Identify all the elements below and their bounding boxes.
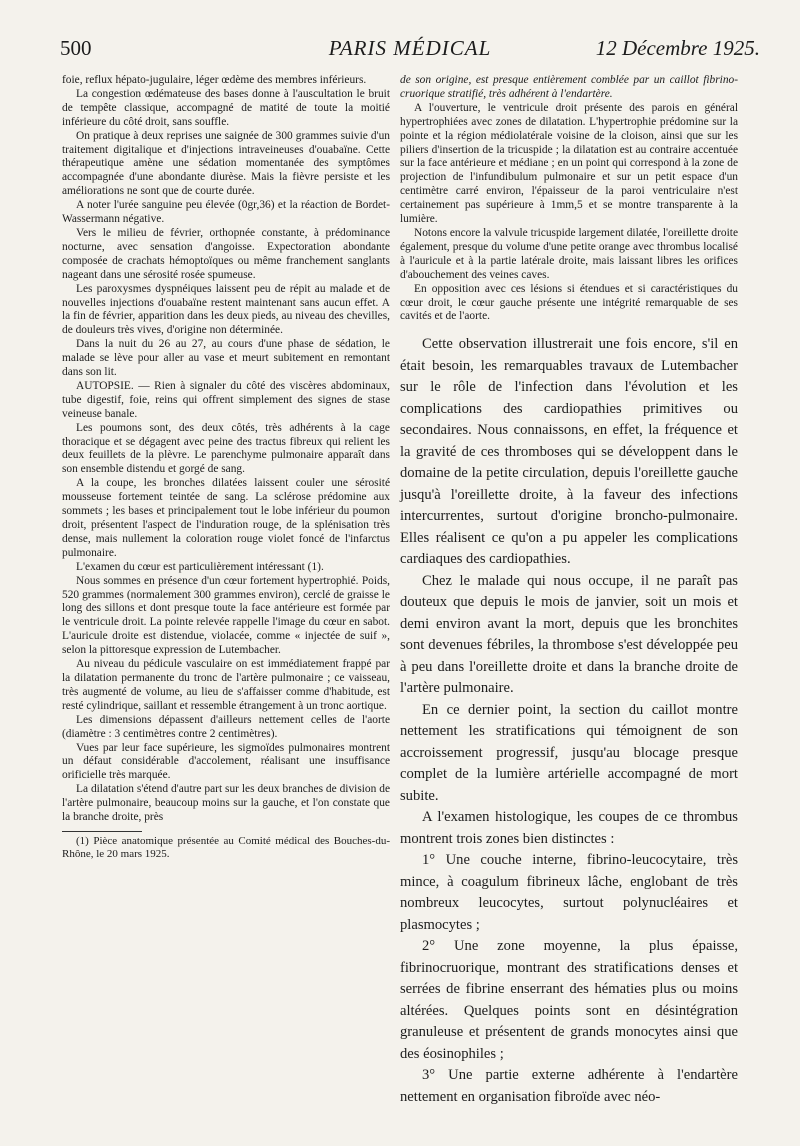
journal-title: PARIS MÉDICAL [328,36,492,60]
right-column-small-text [400,74,738,324]
page-number: 500 [60,36,92,60]
paragraph: L'examen du cœur est particulièrement intéressant (1). [76,560,324,573]
paragraph: A noter l'urée sanguine peu élevée (0gr,36) et la réaction de Bordet-Wassermann négative. [62,199,390,226]
paragraph: Les dimensions dépassent d'ailleurs nettement celles de l'aorte (diamètre : 3 centimètres contre 2 centimètres). [62,713,390,740]
paragraph: Les paroxysmes dyspnéiques laissent peu de répit au malade et de nouvelles injections d'ouabaïne restent maintenant sans aucun effet. A la fin de février, apparition dans les deux pieds, au niveau des chevilles, de douleurs très vives, d'origine non déterminée. [62,282,390,337]
footnote-rule [62,831,142,832]
page-header [60,32,760,66]
issue-date: 12 Décembre 1925. [595,36,760,60]
footnote: (1) Pièce anatomique présentée au Comité médical des Bouches-du-Rhône, le 20 mars 1925. [62,834,390,861]
paragraph: Notons encore la valvule tricuspide largement dilatée, l'oreillette droite également, presque du volume d'une petite orange avec thrombus localisé à l'auricule et à la partie latérale droite, mais laissant libres les orifices d'abouchement des veines caves. [400,226,738,281]
paragraph: 1° Une couche interne, fibrino-leucocytaire, très mince, à coagulum fibrineux lâche, englobant de très nombreux leucocytes, surtout polynucléaires et plasmocytes ; [400,852,738,933]
paragraph: On pratique à deux reprises une saignée de 300 grammes suivie d'un traitement digitalique et d'injections intraveineuses d'ouabaïne. Cette thérapeutique amène une sédation momentanée des symptômes accompagnée d'une abondante diurèse. Mais la fièvre persiste et les améliorations ne sont que de courte durée. [62,129,390,198]
paragraph: La dilatation s'étend d'autre part sur les deux branches de division de l'artère pulmonaire, beaucoup moins sur la gauche, et l'on constate que la branche droite, près [62,783,390,824]
paragraph: Au niveau du pédicule vasculaire on est immédiatement frappé par la dilatation permanente du tronc de l'artère pulmonaire ; ce vaisseau, très augmenté de volume, au lieu de s'affaisser comme d'habitude, est resté cylindrique, saillant et ressemble étrangement à un tronc aortique. [62,658,390,712]
paragraph: 2° Une zone moyenne, la plus épaisse, fibrinocruorique, montrant des stratifications denses et serrées de fibrine enserrant des hématies plus ou moins altérées. Quelques points sont en désintégration granuleuse et présentent de grands monocytes ainsi que des éosinophiles ; [400,938,738,1062]
paragraph: A l'ouverture, le ventricule droit présente des parois en général hypertrophiées avec zones de dilatation. L'hypertrophie prédomine sur la pointe et la région médiolatérale voisine de la cloison, ainsi que sur les piliers d'insertion de la tricuspide ; la dilatation est au contraire accentuée sur la face antérieure et médiane ; en un point qui correspond à la zone de projection de l'infundibulum pulmonaire et sur un petit espace d'un centimètre carré environ, l'épaisseur de la paroi ventriculaire n'est certainement pas supérieure à 1mm,5 et se montre transparente à la lumière. [400,101,738,226]
right-column-large-text [400,334,738,1108]
paragraph: Cette observation illustrerait une fois encore, s'il en était besoin, les remarquables travaux de Lutembacher sur le rôle de l'infection dans l'évolution et les complications des cardiopathies primitives ou secondaires. Nous connaissons, en effet, la fréquence et la gravité de ces thromboses qui se développent dans le domaine de la petite circulation, depuis l'oreillette gauche jusqu'à l'oreillette droite, à la faveur des infections intercurrentes, surtout d'origine broncho-pulmonaire. Elles réalisent ce qu'on a pu appeler les complications cardiaques des cardiopathies. [400,336,738,568]
right-column [400,74,738,1108]
paragraph: En ce dernier point, la section du caillot montre nettement les stratifications qui témoignent de son accroissement progressif, jusqu'au blocage presque complet de la lumière artérielle accompagné de mort subite. [400,701,738,804]
paragraph: La congestion œdémateuse des bases donne à l'auscultation le bruit de tempête classique, accompagné de matité de toute la moitié inférieure du côté droit, sans souffle. [62,87,390,128]
paragraph: Vues par leur face supérieure, les sigmoïdes pulmonaires montrent un défaut considérable d'accolement, réalisant une insuffisance orificielle très marquée. [62,741,390,782]
paragraph: En opposition avec ces lésions si étendues et si caractéristiques du cœur droit, le cœur gauche présente une intégrité remarquable de ses cavités et de l'aorte. [400,282,738,323]
paragraph: Vers le milieu de février, orthopnée constante, à prédominance nocturne, avec sensation d'angoisse. Expectoration abondante composée de crachats hémoptoïques ou même franchement sanglants nageant dans une sérosité rosée spumeuse. [62,226,390,281]
paragraph: Dans la nuit du 26 au 27, au cours d'une phase de sédation, le malade se lève pour aller au vase et meurt subitement en remontant dans son lit. [62,338,390,379]
paragraph: A la coupe, les bronches dilatées laissent couler une sérosité mousseuse fortement teintée de sang. La sclérose prédomine aux sommets ; les bases et principalement tout le lobe inférieur du poumon droit, présentent l'aspect de l'induration rouge, de la splénisation très dense, mais nullement la coloration rouge violet foncé de l'infarctus pulmonaire. [62,477,390,559]
paragraph: de son origine, est presque entièrement comblée par un caillot fibrino-cruorique stratifié, très adhérent à l'endartère. [400,74,738,100]
paragraph: AUTOPSIE. — Rien à signaler du côté des viscères abdominaux, tube digestif, foie, reins qui offrent simplement des signes de stase veineuse banale. [62,379,390,420]
paragraph: Chez le malade qui nous occupe, il ne paraît pas douteux que depuis le mois de janvier, soit un mois et demi environ avant la mort, depuis que les bronchites sont devenues fébriles, la thrombose s'est développée peu à peu dans l'oreillette droite et dans la branche droite de l'artère pulmonaire. [400,572,738,697]
left-column [62,74,390,862]
paragraph: Les poumons sont, des deux côtés, très adhérents à la cage thoracique et se dégagent avec peine des tractus fibreux qui relient les deux feuillets de la plèvre. Le parenchyme pulmonaire apparaît dans son ensemble distendu et gorgé de sang. [62,421,390,476]
paragraph: foie, reflux hépato-jugulaire, léger œdème des membres inférieurs. [62,74,367,86]
paragraph: Nous sommes en présence d'un cœur fortement hypertrophié. Poids, 520 grammes (normalement 300 grammes environ), cerclé de graisse le long des sillons et dont presque toute la face antérieure est formée par le ventricule droit. La pointe relevée rappelle l'image du cœur en sabot. L'auricule droite est distendue, violacée, comme « injectée de suif », selon la pittoresque expression de Lutembacher. [62,574,390,657]
paragraph: A l'examen histologique, les coupes de ce thrombus montrent trois zones bien distinctes : [400,809,738,847]
paragraph: 3° Une partie externe adhérente à l'endartère nettement en organisation fibroïde avec néo- [400,1067,738,1105]
